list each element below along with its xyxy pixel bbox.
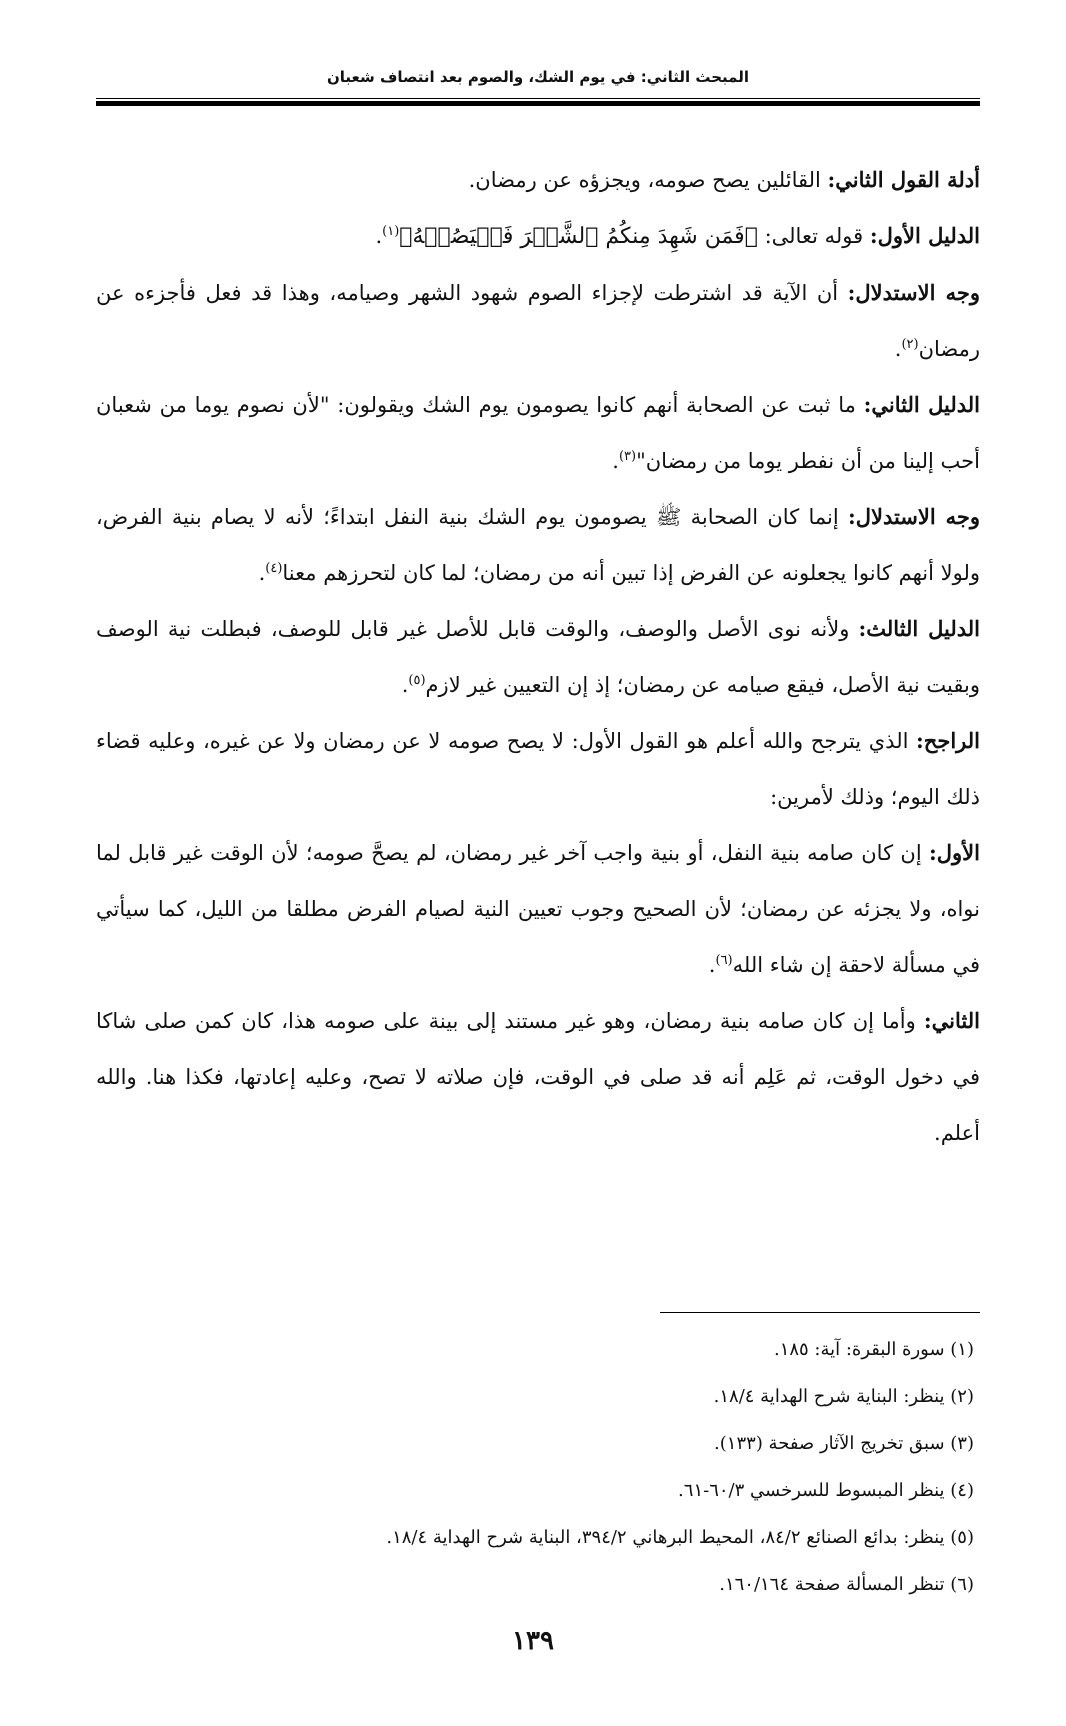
footnote: (٤) ينظر المبسوط للسرخسي ٦٠/٣-٦١. bbox=[678, 1480, 974, 1501]
footnote-separator bbox=[660, 1312, 980, 1313]
paragraph-lead: الدليل الأول: bbox=[869, 223, 980, 248]
paragraph-lead: الدليل الثاني: bbox=[863, 392, 980, 417]
paragraph-text: الذي يترجح والله أعلم هو القول الأول: لا يصح صومه لا عن رمضان ولا عن غيره، وعليه قضاء ذلك اليوم؛ وذلك لأمرين: bbox=[96, 729, 980, 809]
paragraph-second-reason bbox=[96, 993, 980, 1161]
footnote: (٣) سبق تخريج الآثار صفحة (١٣٣). bbox=[714, 1433, 974, 1454]
paragraph-text: إن كان صامه بنية النفل، أو بنية واجب آخر غير رمضان، لم يصحَّ صومه؛ لأن الوقت غير قابل لما نواه، ولا يجزئه عن رمضان؛ لأن الصحيح وجوب تعيين النية لصيام الفرض مطلقا من الليل، كما سيأتي في مسألة لاحقة إن شاء الله bbox=[96, 841, 980, 977]
paragraph-first-proof bbox=[96, 208, 980, 265]
footnote: (٢) ينظر: البناية شرح الهداية ١٨/٤. bbox=[713, 1386, 974, 1407]
paragraph-lead: الثاني: bbox=[923, 1008, 980, 1033]
paragraph-tail: . bbox=[401, 673, 409, 697]
footnote-ref: (٦) bbox=[715, 953, 733, 968]
paragraph-text: وأما إن كان صامه بنية رمضان، وهو غير مستند إلى بينة على صومه هذا، كان كمن صلى شاكا في دخول الوقت، ثم عَلِم أنه قد صلى في الوقت، فإن صلاته لا تصح، وعليه إعادتها، فكذا هنا. والله أعلم. bbox=[96, 1009, 980, 1145]
footnote-ref: (٢) bbox=[901, 337, 919, 352]
paragraph-text: أن الآية قد اشترطت لإجزاء الصوم شهود الشهر وصيامه، وهذا قد فعل فأجزءه عن رمضان bbox=[96, 281, 980, 361]
paragraph-text: ولأنه نوى الأصل والوصف، والوقت قابل للأصل غير قابل للوصف، فبطلت نية الوصف وبقيت نية الأصل، فيقع صيامه عن رمضان؛ إذ إن التعيين غير لازم bbox=[96, 617, 980, 697]
paragraph-tail: . bbox=[375, 224, 383, 248]
page-number: ١٣٩ bbox=[512, 1626, 554, 1656]
paragraph-lead: الراجح: bbox=[916, 728, 980, 753]
header-rule-thin bbox=[96, 98, 980, 99]
footnote-ref: (١) bbox=[382, 224, 400, 239]
paragraph-second-proof bbox=[96, 377, 980, 489]
paragraph-third-proof bbox=[96, 601, 980, 713]
paragraph-proofs-second-opinion bbox=[96, 152, 980, 208]
header-rule-thick bbox=[96, 101, 980, 106]
footnote-ref: (٥) bbox=[408, 673, 426, 688]
paragraph-first-reason bbox=[96, 825, 980, 993]
footnote: (٥) ينظر: بدائع الصنائع ٨٤/٢، المحيط البرهاني ٣٩٤/٢، البناية شرح الهداية ١٨/٤. bbox=[386, 1527, 974, 1548]
paragraph-text: قوله تعالى: bbox=[757, 224, 870, 248]
paragraph-inference-1 bbox=[96, 265, 980, 377]
main-text bbox=[96, 152, 980, 1161]
paragraph-preferred-view bbox=[96, 713, 980, 825]
paragraph-lead: أدلة القول الثاني: bbox=[827, 167, 980, 192]
footnote-ref: (٤) bbox=[265, 561, 283, 576]
paragraph-tail: . bbox=[708, 953, 716, 977]
paragraph-lead: الدليل الثالث: bbox=[858, 616, 980, 641]
quran-verse: ﴿فَمَن شَهِدَ مِنكُمُ ٱلشَّهۡرَ فَلۡيَصُمۡهُ﴾ bbox=[399, 224, 758, 249]
header-title: المبحث الثاني: في يوم الشك، والصوم بعد انتصاف شعبان bbox=[326, 68, 750, 86]
paragraph-lead: وجه الاستدلال: bbox=[847, 504, 980, 529]
paragraph-inference-2 bbox=[96, 489, 980, 601]
paragraph-text: إنما كان الصحابة ﷺ يصومون يوم الشك بنية النفل ابتداءً؛ لأنه لا يصام بنية الفرض، ولولا أنهم كانوا يجعلونه عن الفرض إذا تبين أنه من رمضان؛ لما كان لتحرزهم معنا bbox=[96, 505, 980, 585]
paragraph-lead: الأول: bbox=[929, 840, 980, 865]
paragraph-lead: وجه الاستدلال: bbox=[847, 280, 981, 305]
paragraph-tail: . bbox=[612, 449, 619, 473]
footnote-ref: (٣) bbox=[618, 449, 637, 464]
paragraph-tail: . bbox=[894, 337, 902, 361]
paragraph-tail: . bbox=[258, 561, 266, 585]
running-header bbox=[96, 62, 980, 102]
footnote: (٦) تنظر المسألة صفحة ١٦٠/١٦٤. bbox=[719, 1574, 974, 1595]
paragraph-text: ما ثبت عن الصحابة أنهم كانوا يصومون يوم الشك ويقولون: "لأن نصوم يوما من شعبان أحب إلينا من أن نفطر يوما من رمضان" bbox=[96, 393, 980, 473]
footnotes bbox=[96, 1326, 974, 1608]
paragraph-text: القائلين يصح صومه، ويجزؤه عن رمضان. bbox=[468, 168, 828, 192]
footnote: (١) سورة البقرة: آية: ١٨٥. bbox=[773, 1339, 974, 1360]
